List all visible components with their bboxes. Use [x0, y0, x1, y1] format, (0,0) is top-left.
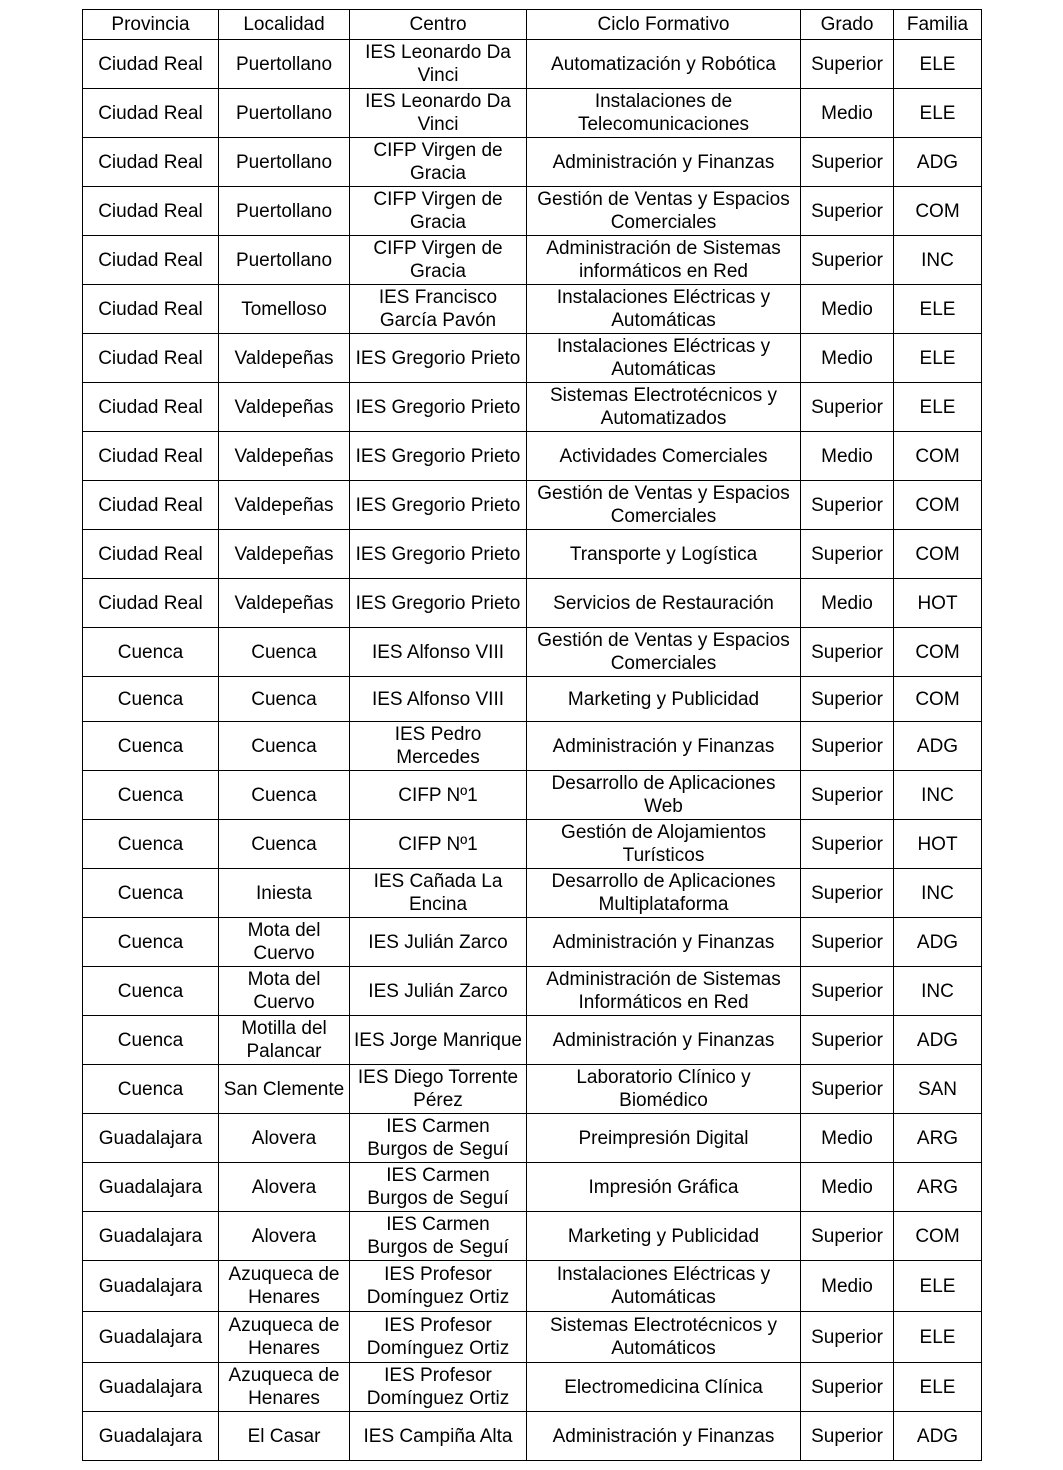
table-row	[83, 1114, 982, 1163]
cell-centro: IES Campiña Alta	[350, 1412, 527, 1461]
cell-ciclo: Administración y Finanzas	[527, 1412, 801, 1461]
cell-familia: COM	[894, 628, 982, 677]
table-row	[83, 967, 982, 1016]
cell-centro: IES Gregorio Prieto	[350, 579, 527, 628]
cell-centro: IES Gregorio Prieto	[350, 334, 527, 383]
cell-centro: IES Diego Torrente Pérez	[350, 1065, 527, 1114]
cell-grado: Superior	[801, 918, 894, 967]
cell-provincia: Ciudad Real	[83, 432, 219, 481]
cell-familia: ELE	[894, 40, 982, 89]
cell-provincia: Guadalajara	[83, 1363, 219, 1412]
cell-grado: Superior	[801, 1212, 894, 1261]
table-row	[83, 1412, 982, 1461]
table-row	[83, 1163, 982, 1212]
cell-centro: IES Alfonso VIII	[350, 628, 527, 677]
cell-centro: CIFP Virgen de Gracia	[350, 187, 527, 236]
cell-localidad: Cuenca	[219, 677, 350, 722]
cell-provincia: Cuenca	[83, 1016, 219, 1065]
cell-familia: ADG	[894, 918, 982, 967]
table-row	[83, 383, 982, 432]
header-ciclo-formativo: Ciclo Formativo	[527, 10, 801, 40]
cell-centro: IES Gregorio Prieto	[350, 481, 527, 530]
header-localidad: Localidad	[219, 10, 350, 40]
cell-localidad: Cuenca	[219, 628, 350, 677]
table-row	[83, 1016, 982, 1065]
cell-provincia: Guadalajara	[83, 1114, 219, 1163]
cell-grado: Superior	[801, 1065, 894, 1114]
cell-localidad: Valdepeñas	[219, 579, 350, 628]
table-row	[83, 722, 982, 771]
cell-grado: Medio	[801, 1163, 894, 1212]
cell-localidad: Mota del Cuervo	[219, 967, 350, 1016]
cell-ciclo: Desarrollo de Aplicaciones Web	[527, 771, 801, 820]
cell-centro: CIFP Nº1	[350, 771, 527, 820]
table-row	[83, 40, 982, 89]
cell-ciclo: Laboratorio Clínico y Biomédico	[527, 1065, 801, 1114]
table-row	[83, 236, 982, 285]
cell-familia: ELE	[894, 1363, 982, 1412]
cell-familia: ADG	[894, 1412, 982, 1461]
table-row	[83, 187, 982, 236]
header-provincia: Provincia	[83, 10, 219, 40]
cell-ciclo: Gestión de Ventas y Espacios Comerciales	[527, 628, 801, 677]
table-row	[83, 1363, 982, 1412]
cell-localidad: Valdepeñas	[219, 432, 350, 481]
cell-centro: IES Cañada La Encina	[350, 869, 527, 918]
table-row	[83, 918, 982, 967]
cell-ciclo: Servicios de Restauración	[527, 579, 801, 628]
cell-ciclo: Instalaciones de Telecomunicaciones	[527, 89, 801, 138]
cell-ciclo: Gestión de Ventas y Espacios Comerciales	[527, 481, 801, 530]
header-centro: Centro	[350, 10, 527, 40]
cell-grado: Superior	[801, 677, 894, 722]
cell-ciclo: Instalaciones Eléctricas y Automáticas	[527, 285, 801, 334]
cell-localidad: Cuenca	[219, 722, 350, 771]
cell-familia: COM	[894, 481, 982, 530]
cell-provincia: Cuenca	[83, 869, 219, 918]
cell-familia: ADG	[894, 1016, 982, 1065]
cell-localidad: Azuqueca de Henares	[219, 1312, 350, 1363]
cell-grado: Superior	[801, 481, 894, 530]
cell-grado: Superior	[801, 383, 894, 432]
cell-localidad: Azuqueca de Henares	[219, 1261, 350, 1312]
cell-familia: ELE	[894, 89, 982, 138]
cell-provincia: Ciudad Real	[83, 530, 219, 579]
cell-ciclo: Administración y Finanzas	[527, 722, 801, 771]
cell-ciclo: Sistemas Electrotécnicos y Automatizados	[527, 383, 801, 432]
table-row	[83, 869, 982, 918]
cell-ciclo: Sistemas Electrotécnicos y Automáticos	[527, 1312, 801, 1363]
table-row	[83, 285, 982, 334]
cell-localidad: Cuenca	[219, 771, 350, 820]
cell-centro: IES Profesor Domínguez Ortiz	[350, 1363, 527, 1412]
cell-grado: Superior	[801, 187, 894, 236]
cell-ciclo: Transporte y Logística	[527, 530, 801, 579]
table-row	[83, 89, 982, 138]
cell-grado: Superior	[801, 722, 894, 771]
cell-ciclo: Gestión de Ventas y Espacios Comerciales	[527, 187, 801, 236]
cell-localidad: Puertollano	[219, 187, 350, 236]
cell-centro: IES Gregorio Prieto	[350, 530, 527, 579]
cell-familia: COM	[894, 187, 982, 236]
cell-familia: INC	[894, 236, 982, 285]
cell-provincia: Cuenca	[83, 722, 219, 771]
cell-ciclo: Electromedicina Clínica	[527, 1363, 801, 1412]
cell-provincia: Ciudad Real	[83, 383, 219, 432]
cell-localidad: Azuqueca de Henares	[219, 1363, 350, 1412]
cell-familia: INC	[894, 771, 982, 820]
table-row	[83, 1261, 982, 1312]
cell-centro: IES Carmen Burgos de Seguí	[350, 1114, 527, 1163]
cell-grado: Superior	[801, 1312, 894, 1363]
training-cycles-table	[82, 9, 982, 1461]
cell-provincia: Ciudad Real	[83, 187, 219, 236]
cell-localidad: Mota del Cuervo	[219, 918, 350, 967]
cell-centro: IES Francisco García Pavón	[350, 285, 527, 334]
cell-familia: COM	[894, 1212, 982, 1261]
cell-grado: Superior	[801, 236, 894, 285]
cell-provincia: Ciudad Real	[83, 579, 219, 628]
cell-ciclo: Preimpresión Digital	[527, 1114, 801, 1163]
cell-localidad: Motilla del Palancar	[219, 1016, 350, 1065]
cell-provincia: Cuenca	[83, 967, 219, 1016]
cell-grado: Superior	[801, 1363, 894, 1412]
cell-familia: ADG	[894, 722, 982, 771]
cell-provincia: Ciudad Real	[83, 334, 219, 383]
cell-centro: CIFP Virgen de Gracia	[350, 236, 527, 285]
table-row	[83, 771, 982, 820]
cell-familia: COM	[894, 530, 982, 579]
cell-familia: COM	[894, 432, 982, 481]
cell-centro: IES Alfonso VIII	[350, 677, 527, 722]
cell-grado: Superior	[801, 771, 894, 820]
cell-centro: IES Leonardo Da Vinci	[350, 89, 527, 138]
cell-provincia: Ciudad Real	[83, 40, 219, 89]
cell-provincia: Guadalajara	[83, 1261, 219, 1312]
table-row	[83, 138, 982, 187]
cell-grado: Superior	[801, 1016, 894, 1065]
cell-familia: HOT	[894, 820, 982, 869]
cell-grado: Superior	[801, 530, 894, 579]
table-row	[83, 628, 982, 677]
cell-centro: IES Profesor Domínguez Ortiz	[350, 1261, 527, 1312]
table-row	[83, 481, 982, 530]
cell-grado: Superior	[801, 1412, 894, 1461]
cell-familia: INC	[894, 869, 982, 918]
table-header-row	[83, 10, 982, 40]
table-row	[83, 579, 982, 628]
cell-grado: Superior	[801, 138, 894, 187]
cell-familia: ADG	[894, 138, 982, 187]
cell-grado: Medio	[801, 89, 894, 138]
cell-provincia: Ciudad Real	[83, 89, 219, 138]
cell-familia: INC	[894, 967, 982, 1016]
cell-familia: ELE	[894, 285, 982, 334]
cell-ciclo: Marketing y Publicidad	[527, 677, 801, 722]
cell-ciclo: Automatización y Robótica	[527, 40, 801, 89]
cell-familia: ELE	[894, 1261, 982, 1312]
cell-centro: IES Jorge Manrique	[350, 1016, 527, 1065]
cell-centro: IES Julián Zarco	[350, 967, 527, 1016]
cell-ciclo: Impresión Gráfica	[527, 1163, 801, 1212]
cell-ciclo: Instalaciones Eléctricas y Automáticas	[527, 1261, 801, 1312]
cell-localidad: Valdepeñas	[219, 481, 350, 530]
cell-provincia: Cuenca	[83, 771, 219, 820]
cell-familia: ARG	[894, 1163, 982, 1212]
cell-grado: Superior	[801, 869, 894, 918]
cell-provincia: Ciudad Real	[83, 138, 219, 187]
cell-provincia: Cuenca	[83, 628, 219, 677]
table-row	[83, 677, 982, 722]
cell-localidad: Alovera	[219, 1212, 350, 1261]
cell-centro: IES Carmen Burgos de Seguí	[350, 1163, 527, 1212]
cell-localidad: Tomelloso	[219, 285, 350, 334]
cell-localidad: Valdepeñas	[219, 383, 350, 432]
cell-localidad: El Casar	[219, 1412, 350, 1461]
cell-centro: IES Profesor Domínguez Ortiz	[350, 1312, 527, 1363]
cell-grado: Medio	[801, 1114, 894, 1163]
cell-provincia: Guadalajara	[83, 1412, 219, 1461]
cell-localidad: Valdepeñas	[219, 530, 350, 579]
cell-ciclo: Administración y Finanzas	[527, 1016, 801, 1065]
cell-ciclo: Administración de Sistemas informáticos en Red	[527, 236, 801, 285]
cell-grado: Superior	[801, 40, 894, 89]
cell-provincia: Guadalajara	[83, 1212, 219, 1261]
cell-localidad: Valdepeñas	[219, 334, 350, 383]
cell-ciclo: Marketing y Publicidad	[527, 1212, 801, 1261]
table-row	[83, 1065, 982, 1114]
cell-grado: Superior	[801, 628, 894, 677]
cell-centro: IES Gregorio Prieto	[350, 383, 527, 432]
table-row	[83, 432, 982, 481]
cell-ciclo: Administración y Finanzas	[527, 138, 801, 187]
cell-localidad: Puertollano	[219, 89, 350, 138]
table-row	[83, 820, 982, 869]
header-familia: Familia	[894, 10, 982, 40]
cell-provincia: Ciudad Real	[83, 236, 219, 285]
cell-provincia: Cuenca	[83, 1065, 219, 1114]
cell-grado: Superior	[801, 820, 894, 869]
cell-familia: HOT	[894, 579, 982, 628]
cell-centro: IES Gregorio Prieto	[350, 432, 527, 481]
cell-familia: ELE	[894, 383, 982, 432]
cell-centro: IES Carmen Burgos de Seguí	[350, 1212, 527, 1261]
cell-localidad: San Clemente	[219, 1065, 350, 1114]
table-row	[83, 1212, 982, 1261]
cell-localidad: Puertollano	[219, 138, 350, 187]
cell-localidad: Alovera	[219, 1163, 350, 1212]
cell-grado: Superior	[801, 967, 894, 1016]
cell-provincia: Ciudad Real	[83, 285, 219, 334]
cell-centro: CIFP Virgen de Gracia	[350, 138, 527, 187]
cell-localidad: Cuenca	[219, 820, 350, 869]
cell-grado: Medio	[801, 1261, 894, 1312]
cell-localidad: Iniesta	[219, 869, 350, 918]
cell-familia: COM	[894, 677, 982, 722]
table-row	[83, 530, 982, 579]
cell-centro: CIFP Nº1	[350, 820, 527, 869]
cell-familia: ELE	[894, 1312, 982, 1363]
cell-grado: Medio	[801, 334, 894, 383]
cell-grado: Medio	[801, 579, 894, 628]
cell-provincia: Ciudad Real	[83, 481, 219, 530]
table-row	[83, 1312, 982, 1363]
cell-ciclo: Administración y Finanzas	[527, 918, 801, 967]
cell-familia: ARG	[894, 1114, 982, 1163]
cell-localidad: Puertollano	[219, 40, 350, 89]
cell-centro: IES Pedro Mercedes	[350, 722, 527, 771]
cell-centro: IES Leonardo Da Vinci	[350, 40, 527, 89]
cell-ciclo: Gestión de Alojamientos Turísticos	[527, 820, 801, 869]
cell-grado: Medio	[801, 285, 894, 334]
table-row	[83, 334, 982, 383]
cell-provincia: Cuenca	[83, 677, 219, 722]
cell-centro: IES Julián Zarco	[350, 918, 527, 967]
cell-ciclo: Administración de Sistemas Informáticos en Red	[527, 967, 801, 1016]
cell-provincia: Guadalajara	[83, 1312, 219, 1363]
cell-localidad: Puertollano	[219, 236, 350, 285]
header-grado: Grado	[801, 10, 894, 40]
cell-familia: SAN	[894, 1065, 982, 1114]
cell-provincia: Guadalajara	[83, 1163, 219, 1212]
cell-ciclo: Desarrollo de Aplicaciones Multiplataforma	[527, 869, 801, 918]
cell-familia: ELE	[894, 334, 982, 383]
cell-ciclo: Actividades Comerciales	[527, 432, 801, 481]
cell-localidad: Alovera	[219, 1114, 350, 1163]
cell-provincia: Cuenca	[83, 918, 219, 967]
cell-ciclo: Instalaciones Eléctricas y Automáticas	[527, 334, 801, 383]
cell-provincia: Cuenca	[83, 820, 219, 869]
cell-grado: Medio	[801, 432, 894, 481]
